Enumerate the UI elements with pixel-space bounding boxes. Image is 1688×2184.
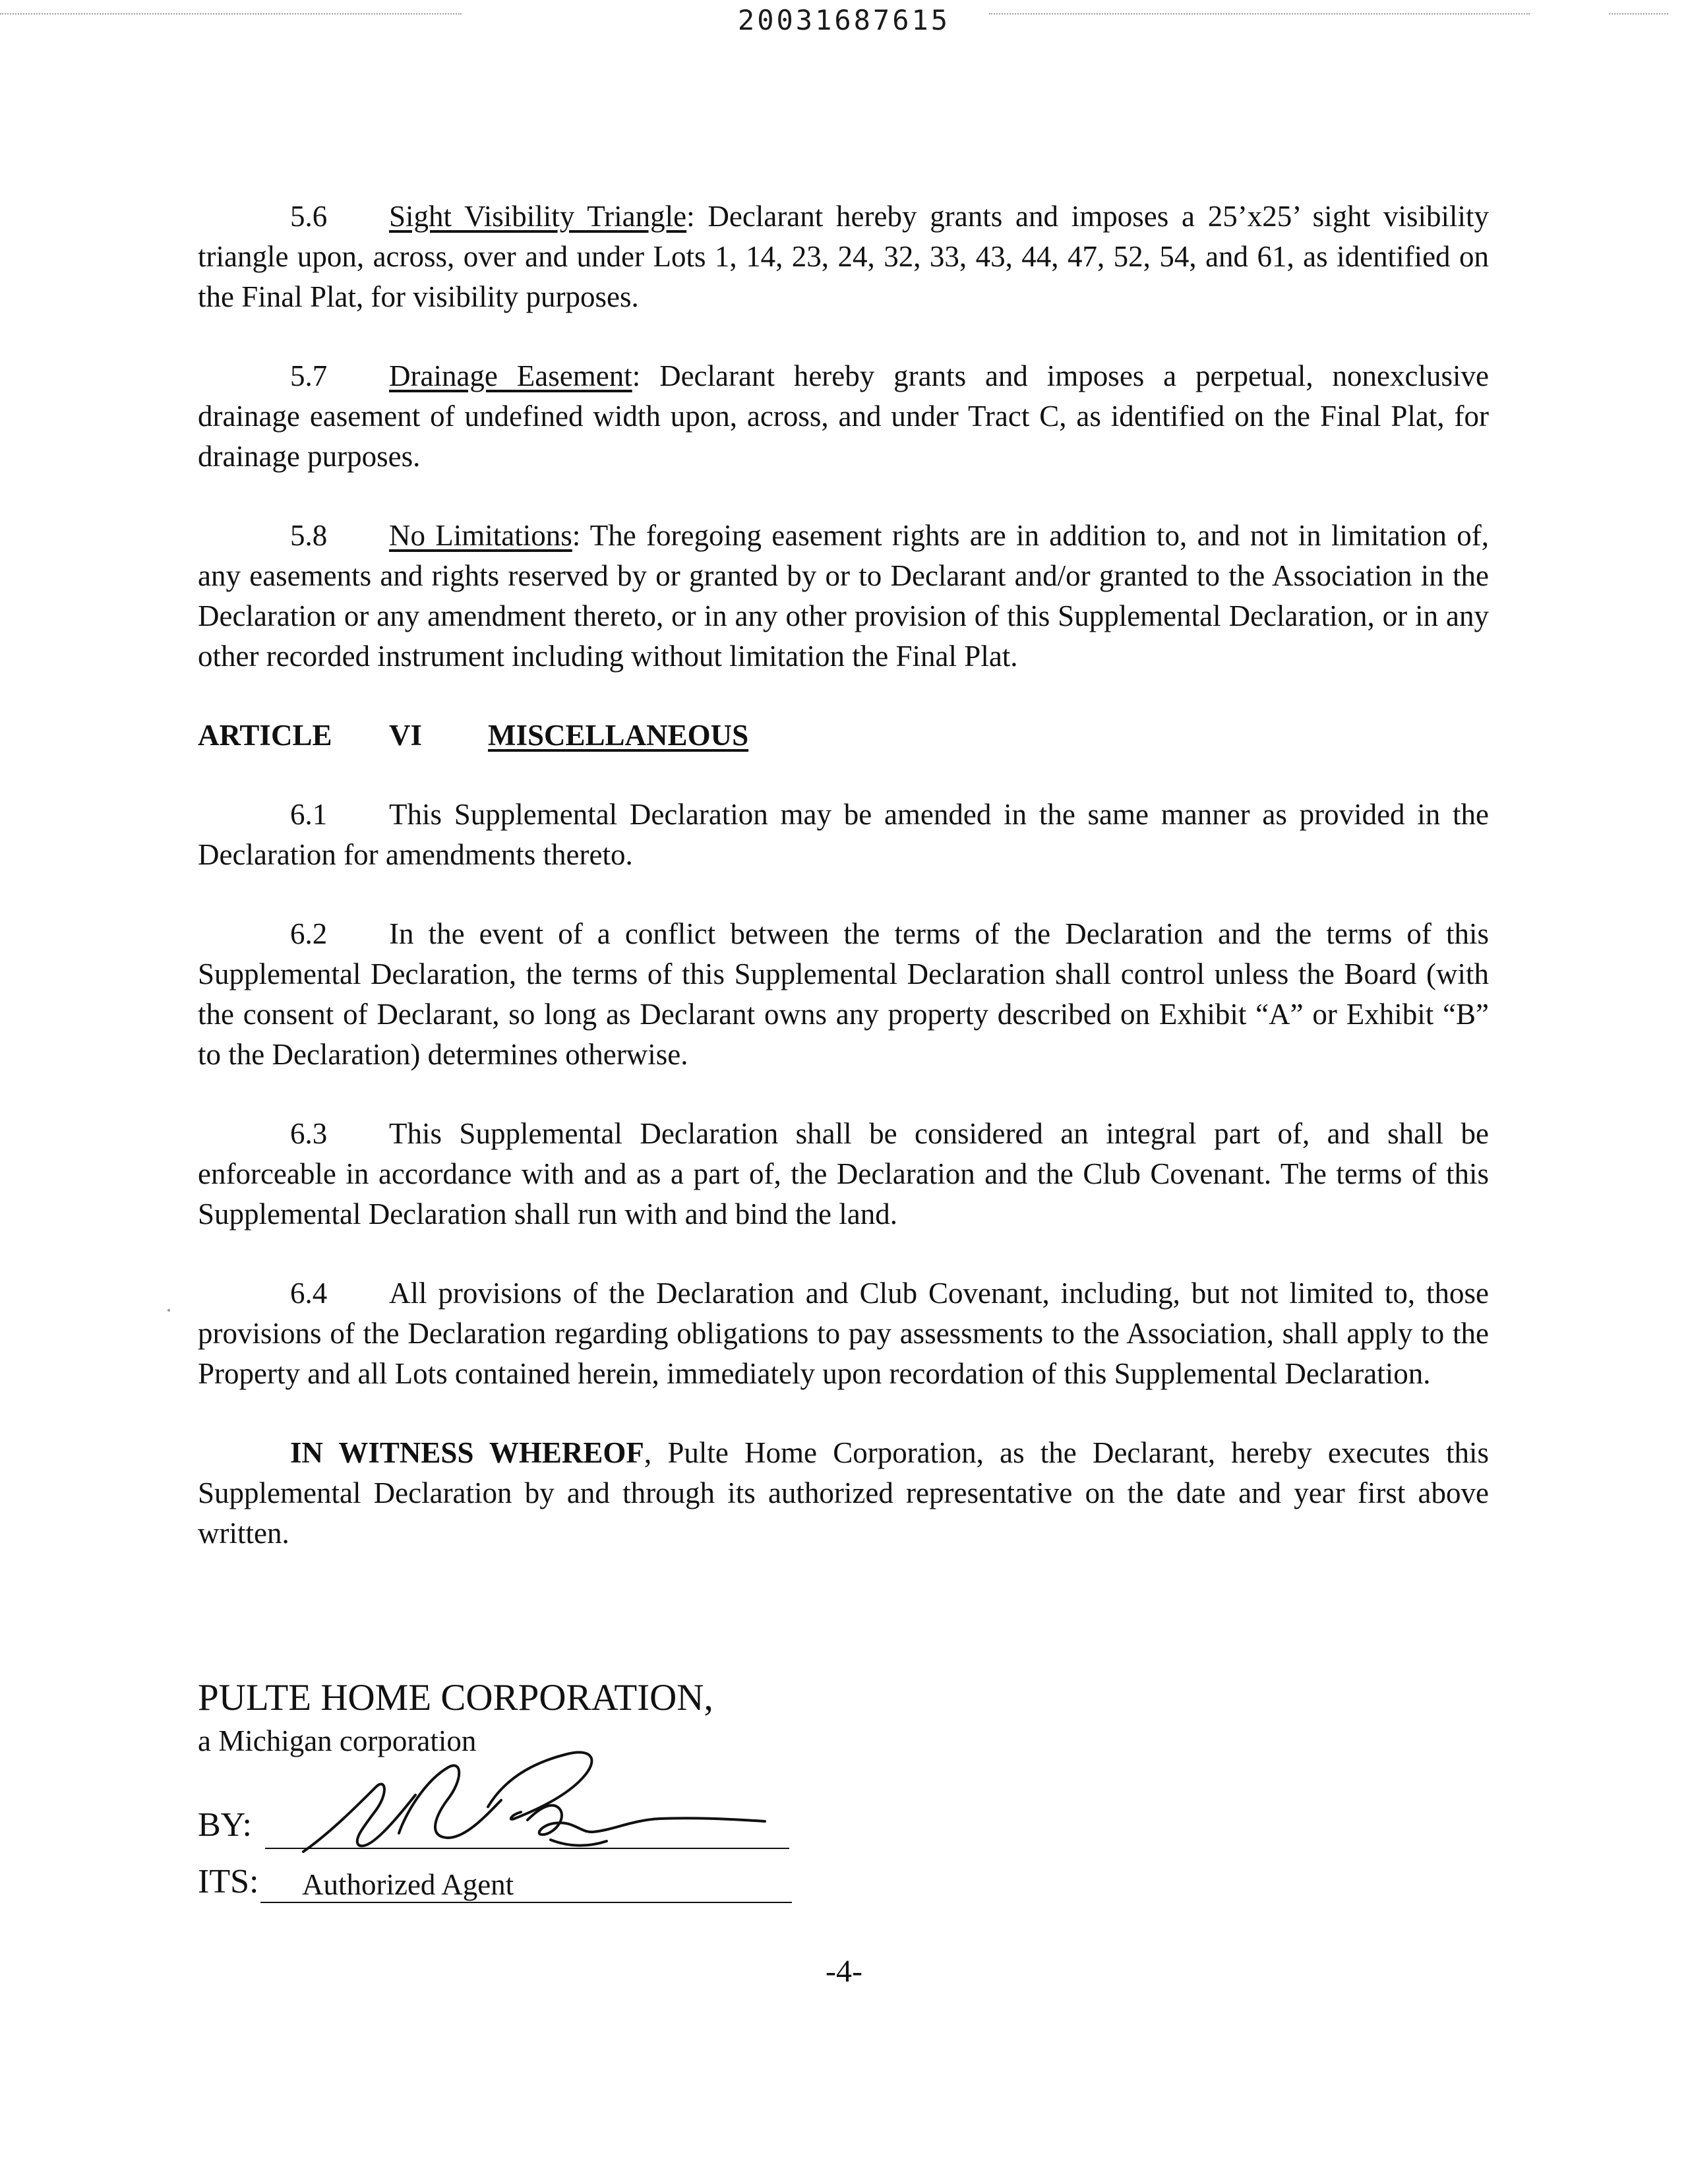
page-number: -4- (826, 1954, 862, 1989)
section-text: : Declarant hereby grants and imposes a perpetual, nonexclusive drainage easement of undefined width upon, across, and under Tract C, as identified on the Final Plat, for drainage purposes. (198, 359, 1489, 473)
signature-block (198, 1675, 857, 1902)
article-number: VI (389, 719, 423, 752)
section-6-1 (198, 795, 1489, 875)
section-6-4 (198, 1273, 1489, 1394)
section-text: : The foregoing easement rights are in addition to, and not in limitation of, any easements and rights reserved by or granted by or to Declarant and/or granted to the Association in the Declaration or any amendment thereto, or in any other provision of this Supplemental Declaration, or in any other recorded instrument including without limitation the Final Plat. (198, 519, 1489, 673)
article-heading (198, 715, 1489, 756)
section-heading: No Limitations (389, 519, 572, 552)
section-text: In the event of a conflict between the terms of the Declaration and the terms of this Supplemental Declaration, the terms of this Supplemental Declaration shall control unless the Board (with the consent of Declarant, so long as Declarant owns any property described on Exhibit “A” or Exhibit “B” to the Declaration) determines otherwise. (198, 917, 1489, 1071)
handwritten-signature (290, 1734, 791, 1866)
section-5-6 (198, 197, 1489, 317)
by-row (198, 1779, 857, 1858)
section-heading: Sight Visibility Triangle (389, 200, 687, 233)
article-word: ARTICLE (198, 719, 332, 752)
section-heading: Drainage Easement (389, 359, 632, 392)
section-5-7 (198, 356, 1489, 477)
section-number: 6.2 (290, 917, 328, 950)
witness-clause (198, 1433, 1489, 1554)
scan-noise-right (989, 13, 1530, 15)
section-5-8 (198, 516, 1489, 677)
section-number: 5.8 (290, 519, 328, 552)
its-value: Authorized Agent (302, 1868, 514, 1901)
witness-text: , Pulte Home Corporation, as the Declarant, hereby executes this Supplemental Declaration by and through its authorized representative on the date and year first above written. (198, 1436, 1490, 1550)
section-number: 5.7 (290, 359, 328, 392)
document-body (198, 197, 1489, 1592)
section-text: This Supplemental Declaration may be amended in the same manner as provided in the Declaration for amendments thereto. (198, 798, 1489, 871)
section-6-3 (198, 1114, 1489, 1234)
its-row (198, 1862, 857, 1902)
by-label: BY: (198, 1806, 252, 1844)
article-title: MISCELLANEOUS (488, 719, 749, 752)
section-text: This Supplemental Declaration shall be considered an integral part of, and shall be enforceable in accordance with and as a part of, the Declaration and the Club Covenant. The terms of this Supplemental Declaration shall run with and bind the land. (198, 1117, 1489, 1230)
its-label: ITS: (198, 1863, 259, 1900)
section-number: 5.6 (290, 200, 328, 233)
corporation-type: a Michigan corporation (198, 1724, 477, 1757)
section-number: 6.1 (290, 798, 328, 831)
section-6-2 (198, 914, 1489, 1075)
company-name: PULTE HOME CORPORATION, (198, 1677, 713, 1718)
witness-lead: IN WITNESS WHEREOF (290, 1436, 644, 1469)
section-number: 6.4 (290, 1277, 328, 1310)
scan-speck (167, 1309, 170, 1312)
record-number: 20031687615 (737, 4, 951, 36)
section-number: 6.3 (290, 1117, 328, 1150)
its-line (260, 1902, 792, 1903)
section-text: : Declarant hereby grants and imposes a 25’x25’ sight visibility triangle upon, across, over and under Lots 1, 14, 23, 24, 32, 33, 43, 44, 47, 52, 54, and 61, as identified on the Final Plat, for visibility purposes. (198, 200, 1489, 313)
scan-noise-far-right (1609, 13, 1668, 15)
section-text: All provisions of the Declaration and Club Covenant, including, but not limited to, those provisions of the Declaration regarding obligations to pay assessments to the Association, shall apply to the Property and all Lots contained herein, immediately upon recordation of this Supplemental Declaration. (198, 1277, 1489, 1390)
